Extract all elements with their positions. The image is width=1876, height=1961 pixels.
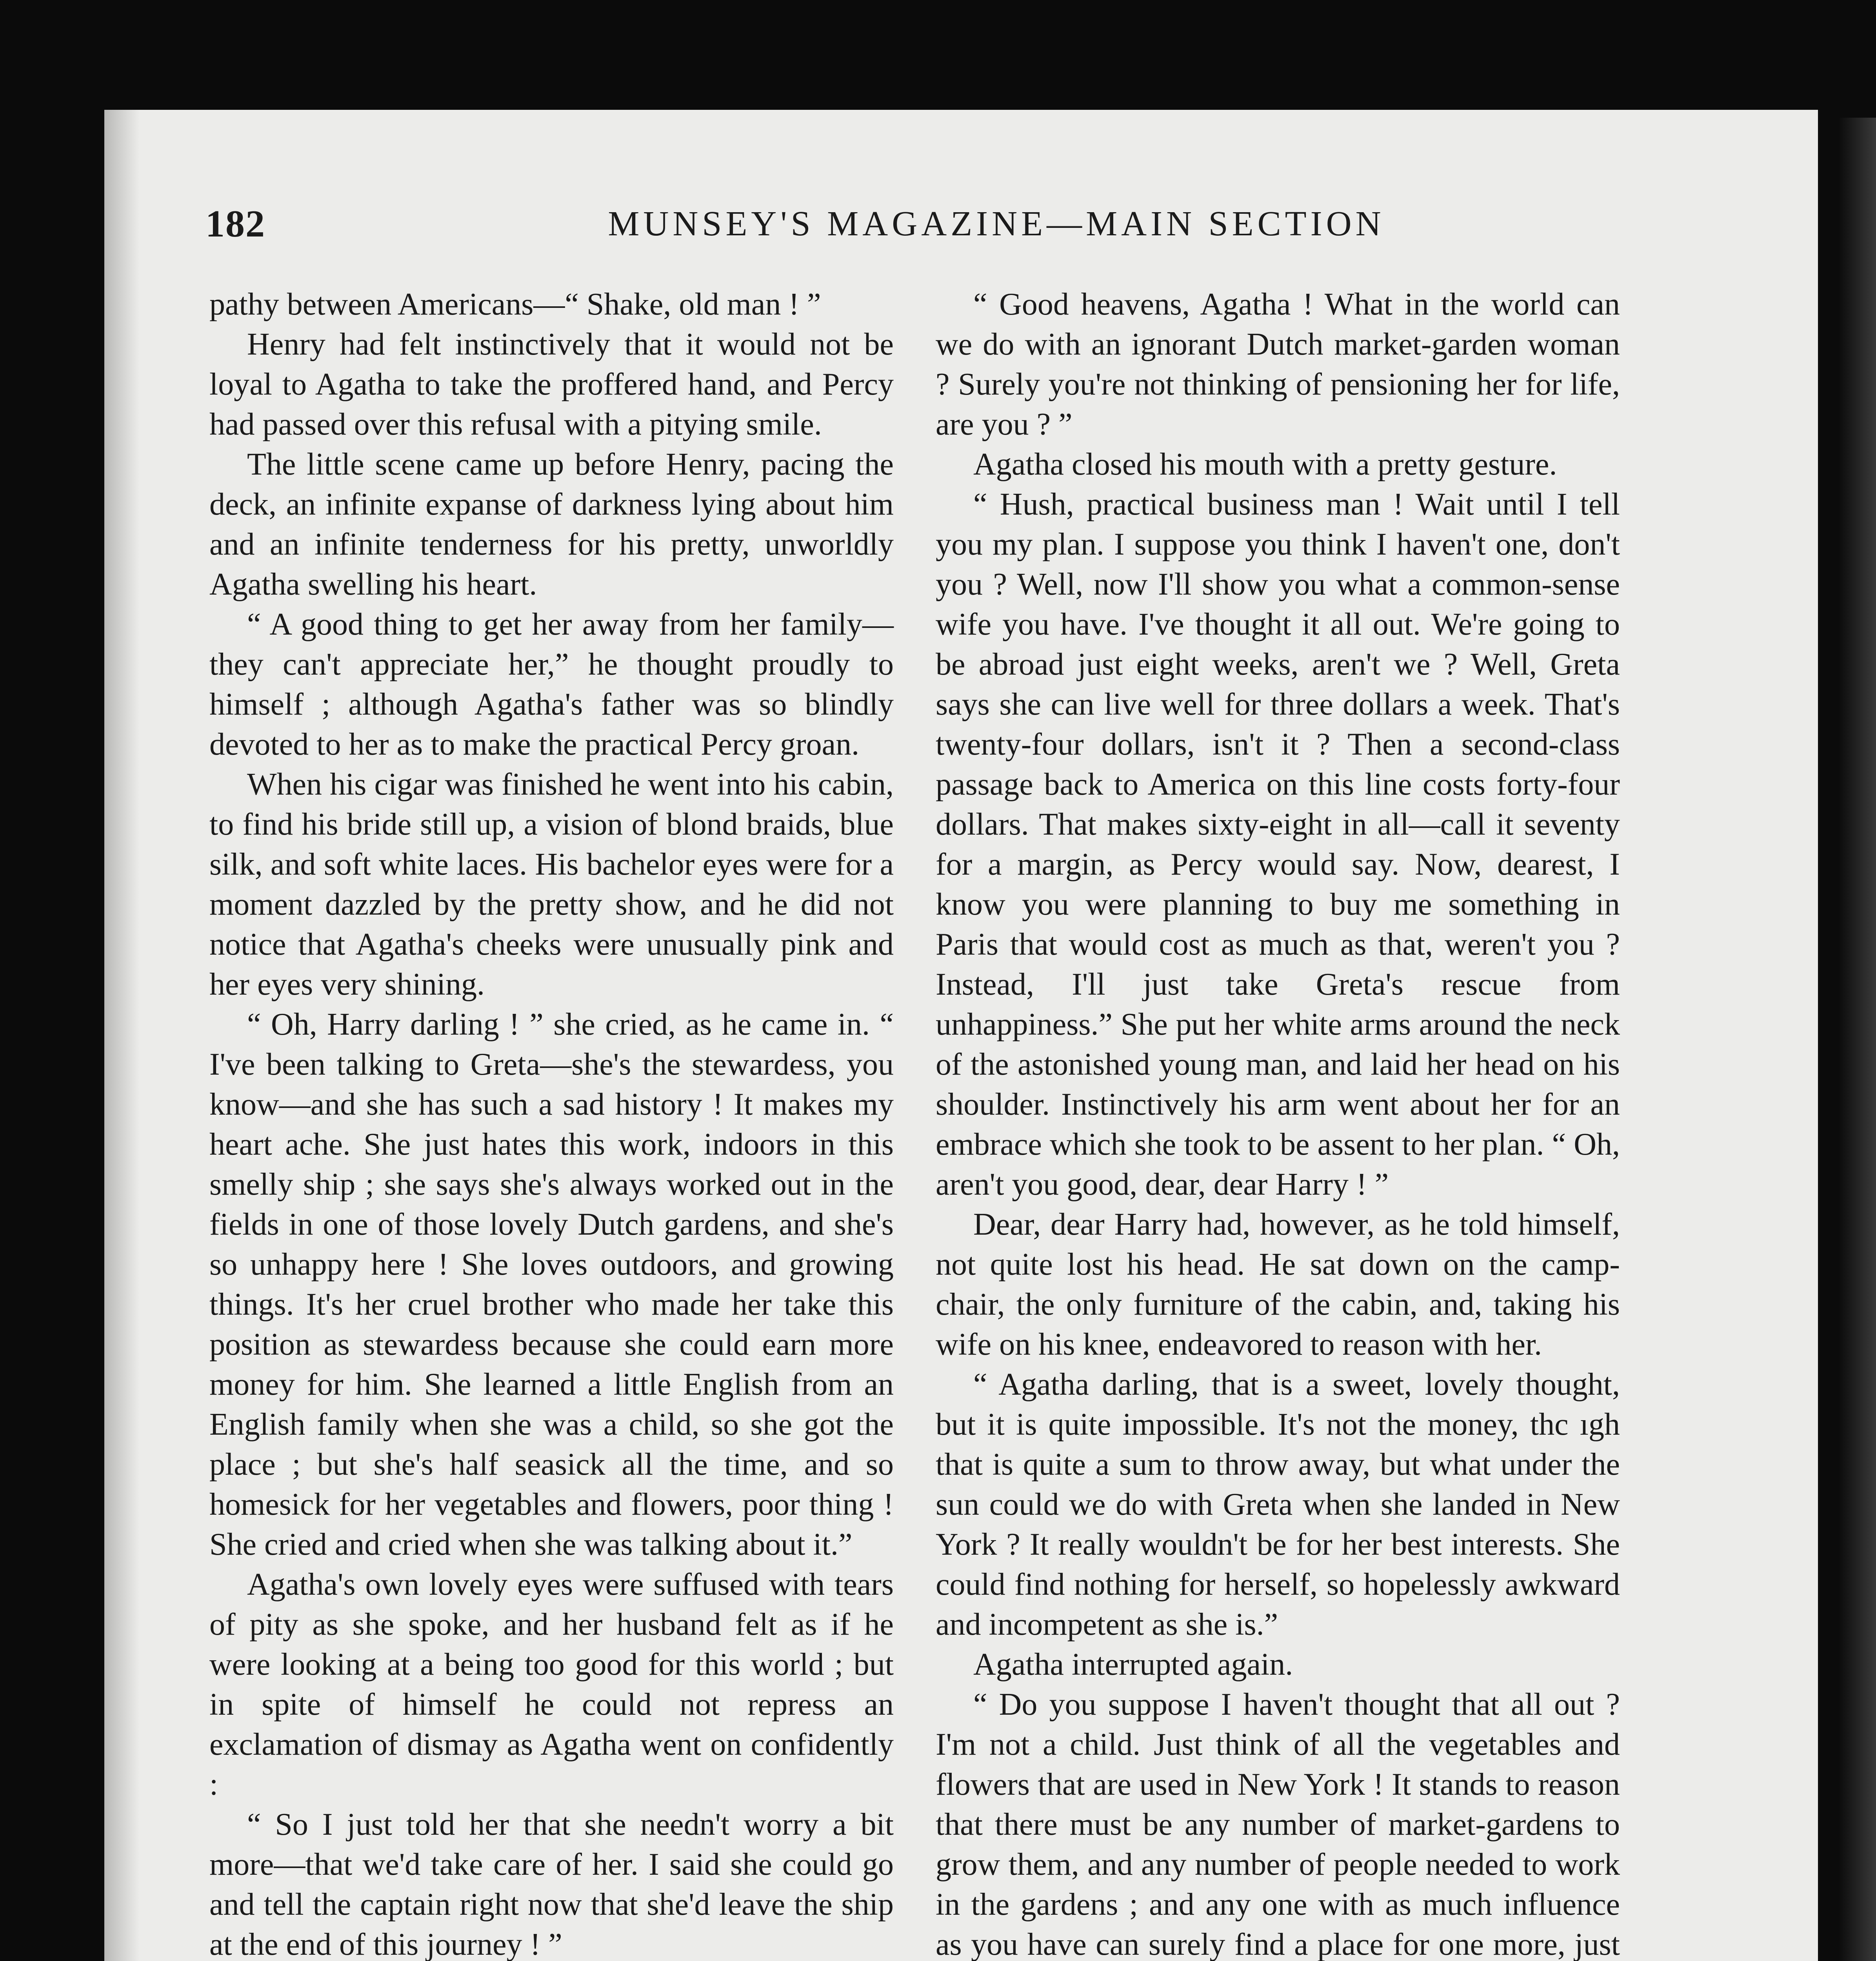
paragraph: “ Hush, practical business man ! Wait until I tell you my plan. I suppose you think I haven't one, don't you ? Well, now I'll show you what a common-sense wife you have. I've thought it all out. We're going to be abroad just eight weeks, aren't we ? Well, Greta says she can live well for three dollars a week. That's twenty-four dollars, isn't it ? Then a second-class passage back to America on this line costs forty-four dollars. That makes sixty-eight in all—call it seventy for a margin, as Percy would say. Now, dearest, I know you were planning to buy me something in Paris that would cost as much as that, weren't you ? Instead, I'll just take Greta's rescue from unhappiness.” She put her white arms around the neck of the astonished young man, and laid her head on his shoulder. Instinctively his arm went about her for an embrace which she took to be assent to her plan. “ Oh, aren't you good, dear, dear Harry ! ” xyxy=(936,487,1620,1202)
magazine-page xyxy=(104,110,1818,1961)
left-column xyxy=(209,284,894,1961)
paragraph: The little scene came up before Henry, pacing the deck, an infinite expanse of darkness lying about him and an infinite tenderness for his pretty, unworldly Agatha swelling his heart. xyxy=(209,447,894,602)
paragraph: “ Good heavens, Agatha ! What in the world can we do with an ignorant Dutch market-garden woman ? Surely you're not thinking of pensioning her for life, are you ? ” xyxy=(936,287,1620,442)
paragraph: Dear, dear Harry had, however, as he told himself, not quite lost his head. He sat down on the camp-chair, the only furniture of the cabin, and, taking his wife on his knee, endeavored to reason with her. xyxy=(936,1207,1620,1362)
page-number: 182 xyxy=(205,203,265,245)
paragraph: Agatha's own lovely eyes were suffused with tears of pity as she spoke, and her husband felt as if he were looking at a being too good for this world ; but in spite of himself he could not repress an exclamation of dismay as Agatha went on confidently : xyxy=(209,1567,894,1802)
paragraph: When his cigar was finished he went into his cabin, to find his bride still up, a vision of blond braids, blue silk, and soft white laces. His bachelor eyes were for a moment dazzled by the pretty show, and he did not notice that Agatha's cheeks were unusually pink and her eyes very shining. xyxy=(209,767,894,1002)
paragraph: “ Agatha darling, that is a sweet, lovely thought, but it is quite impossible. It's not the money, thc ıgh that is quite a sum to throw away, but what under the sun could we do with Greta when she landed in New York ? It really wouldn't be for her best interests. She could find nothing for herself, so hopelessly awkward and incompetent as she is.” xyxy=(936,1367,1620,1642)
paragraph: “ Do you suppose I haven't thought that all out ? I'm not a child. Just think of all the vegetables and flowers that are used in New York ! It stands to reason that there must be any number of market-gardens to grow them, and any number of people needed to work in the gardens ; and any one with as much influence as you have can surely find a place for one more, just xyxy=(936,1687,1620,1961)
paragraph: Agatha closed his mouth with a pretty gesture. xyxy=(973,447,1557,482)
paragraph: pathy between Americans—“ Shake, old man ! ” xyxy=(209,287,821,322)
facing-page-edge xyxy=(1838,118,1876,1961)
running-title: MUNSEY'S MAGAZINE—MAIN SECTION xyxy=(608,204,1385,243)
paragraph: Agatha interrupted again. xyxy=(973,1647,1293,1682)
right-column xyxy=(936,284,1620,1961)
page-header xyxy=(104,202,1818,257)
paragraph: Henry had felt instinctively that it would not be loyal to Agatha to take the proffered hand, and Percy had passed over this refusal with a pitying smile. xyxy=(209,327,894,442)
paragraph: “ Oh, Harry darling ! ” she cried, as he came in. “ I've been talking to Greta—she's the stewardess, you know—and she has such a sad history ! It makes my heart ache. She just hates this work, indoors in this smelly ship ; she says she's always worked out in the fields in one of those lovely Dutch gardens, and she's so unhappy here ! She loves outdoors, and growing things. It's her cruel brother who made her take this position as stewardess because she could earn more money for him. She learned a little English from an English family when she was a child, so she got the place ; but she's half seasick all the time, and so homesick for her vegetables and flowers, poor thing ! She cried and cried when she was talking about it.” xyxy=(209,1007,894,1562)
paragraph: “ A good thing to get her away from her family—they can't appreciate her,” he thought proudly to himself ; although Agatha's father was so blindly devoted to her as to make the practical Percy groan. xyxy=(209,607,894,762)
paragraph: “ So I just told her that she needn't worry a bit more—that we'd take care of her. I said she could go and tell the captain right now that she'd leave the ship at the end of this journey ! ” xyxy=(209,1807,894,1961)
